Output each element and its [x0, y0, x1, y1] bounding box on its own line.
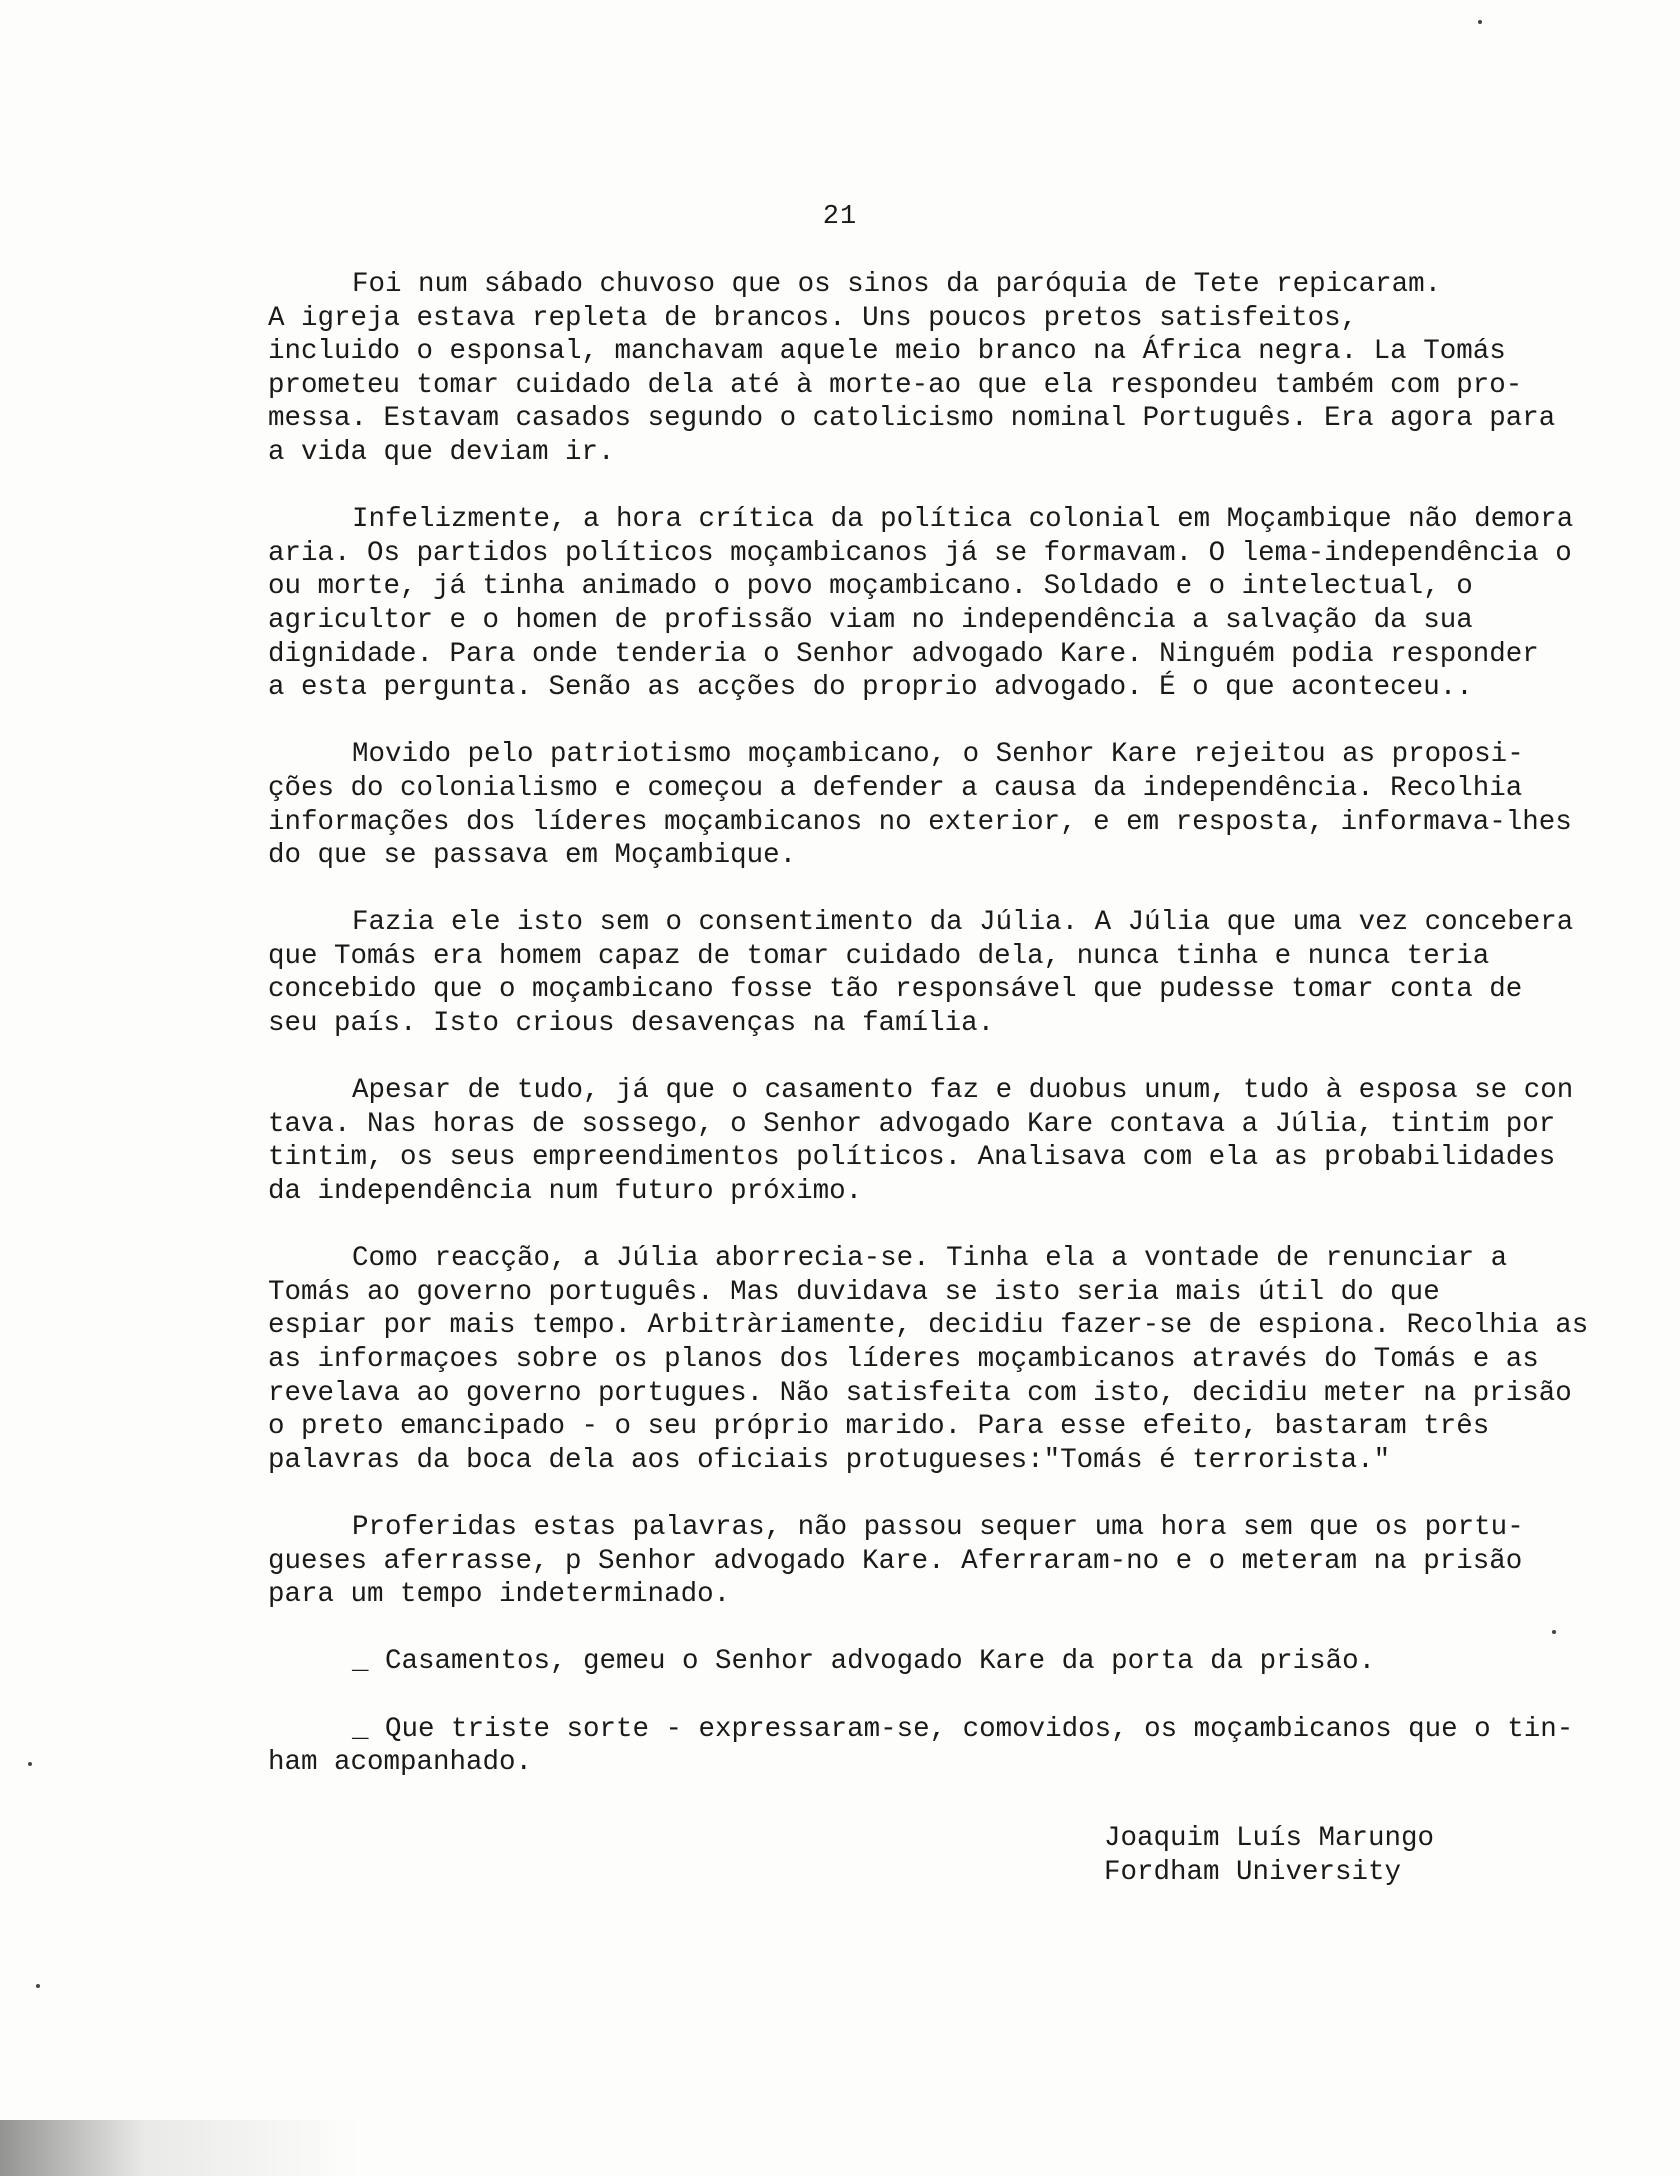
- scan-speck: [28, 1762, 32, 1766]
- page-number: 21: [822, 202, 858, 232]
- paragraph-7: Proferidas estas palavras, não passou sequer uma hora sem que os portu- gueses aferrasse, p Senhor advogado Kare. Aferraram-no e o meteram na prisão para um tempo indeterminado.: [268, 1511, 1524, 1611]
- dialogue-line-1: _ Casamentos, gemeu o Senhor advogado Kare da porta da prisão.: [352, 1646, 1376, 1678]
- paragraph-5: Apesar de tudo, já que o casamento faz e duobus unum, tudo à esposa se con tava. Nas horas de sossego, o Senhor advogado Kare contava a Júlia, tintim por tintim, os seus empreendimentos políticos. Analisava com ela as probabilidades da independência num futuro próximo.: [268, 1075, 1574, 1208]
- paragraph-4: Fazia ele isto sem o consentimento da Júlia. A Júlia que uma vez concebera que Tomás era homem capaz de tomar cuidado dela, nunca tinha e nunca teria concebido que o moçambicano fosse tão responsável que pudesse tomar conta de seu país. Isto crious desavenças na família.: [268, 907, 1574, 1040]
- author-affiliation: Fordham University: [1104, 1857, 1402, 1888]
- paragraph-6: Como reacção, a Júlia aborrecia-se. Tinha ela a vontade de renunciar a Tomás ao governo português. Mas duvidava se isto seria mais útil do que espiar por mais tempo. Arbitràriamente, decidiu fazer-se de espiona. Recolhia as as informaçoes sobre os planos dos líderes moçambicanos através do Tomás e as revelava ao governo portugues. Não satisfeita com isto, decidiu meter na prisão o preto emancipado - o seu próprio marido. Para esse efeito, bastaram três palavras da boca dela aos oficiais protugueses:"Tomás é terrorista.": [268, 1243, 1589, 1476]
- author-name: Joaquim Luís Marungo: [1104, 1823, 1435, 1854]
- body-text: [268, 268, 1608, 1813]
- scan-speck: [1478, 20, 1482, 24]
- paragraph-1: Foi num sábado chuvoso que os sinos da paróquia de Tete repicaram. A igreja estava repleta de brancos. Uns poucos pretos satisfeitos, incluido o esponsal, manchavam aquele meio branco na África negra. La Tomás prometeu tomar cuidado dela até à morte-ao que ela respondeu também com pro- messa. Estavam casados segundo o catolicismo nominal Português. Era agora para a vida que deviam ir.: [268, 269, 1556, 468]
- signature-block: [1104, 1822, 1434, 1890]
- paragraph-2: Infelizmente, a hora crítica da política colonial em Moçambique não demora aria. Os partidos políticos moçambicanos já se formavam. O lema-independência o ou morte, já tinha animado o povo moçambicano. Soldado e o intelectual, o agricultor e o homen de profissão viam no independência a salvação da sua dignidade. Para onde tenderia o Senhor advogado Kare. Ninguém podia responder a esta pergunta. Senão as acções do proprio advogado. É o que aconteceu..: [268, 504, 1574, 704]
- scan-speck: [36, 1984, 40, 1988]
- scan-speck: [1552, 1630, 1556, 1634]
- scan-smudge: [0, 2120, 360, 2176]
- dialogue-line-2: _ Que triste sorte - expressaram-se, comovidos, os moçambicanos que o tin- ham acompanhado.: [268, 1713, 1574, 1779]
- paragraph-3: Movido pelo patriotismo moçambicano, o Senhor Kare rejeitou as proposi- ções do colonialismo e começou a defender a causa da independência. Recolhia informações dos líderes moçambicanos no exterior, e em resposta, informava-lhes do que se passava em Moçambique.: [268, 739, 1572, 872]
